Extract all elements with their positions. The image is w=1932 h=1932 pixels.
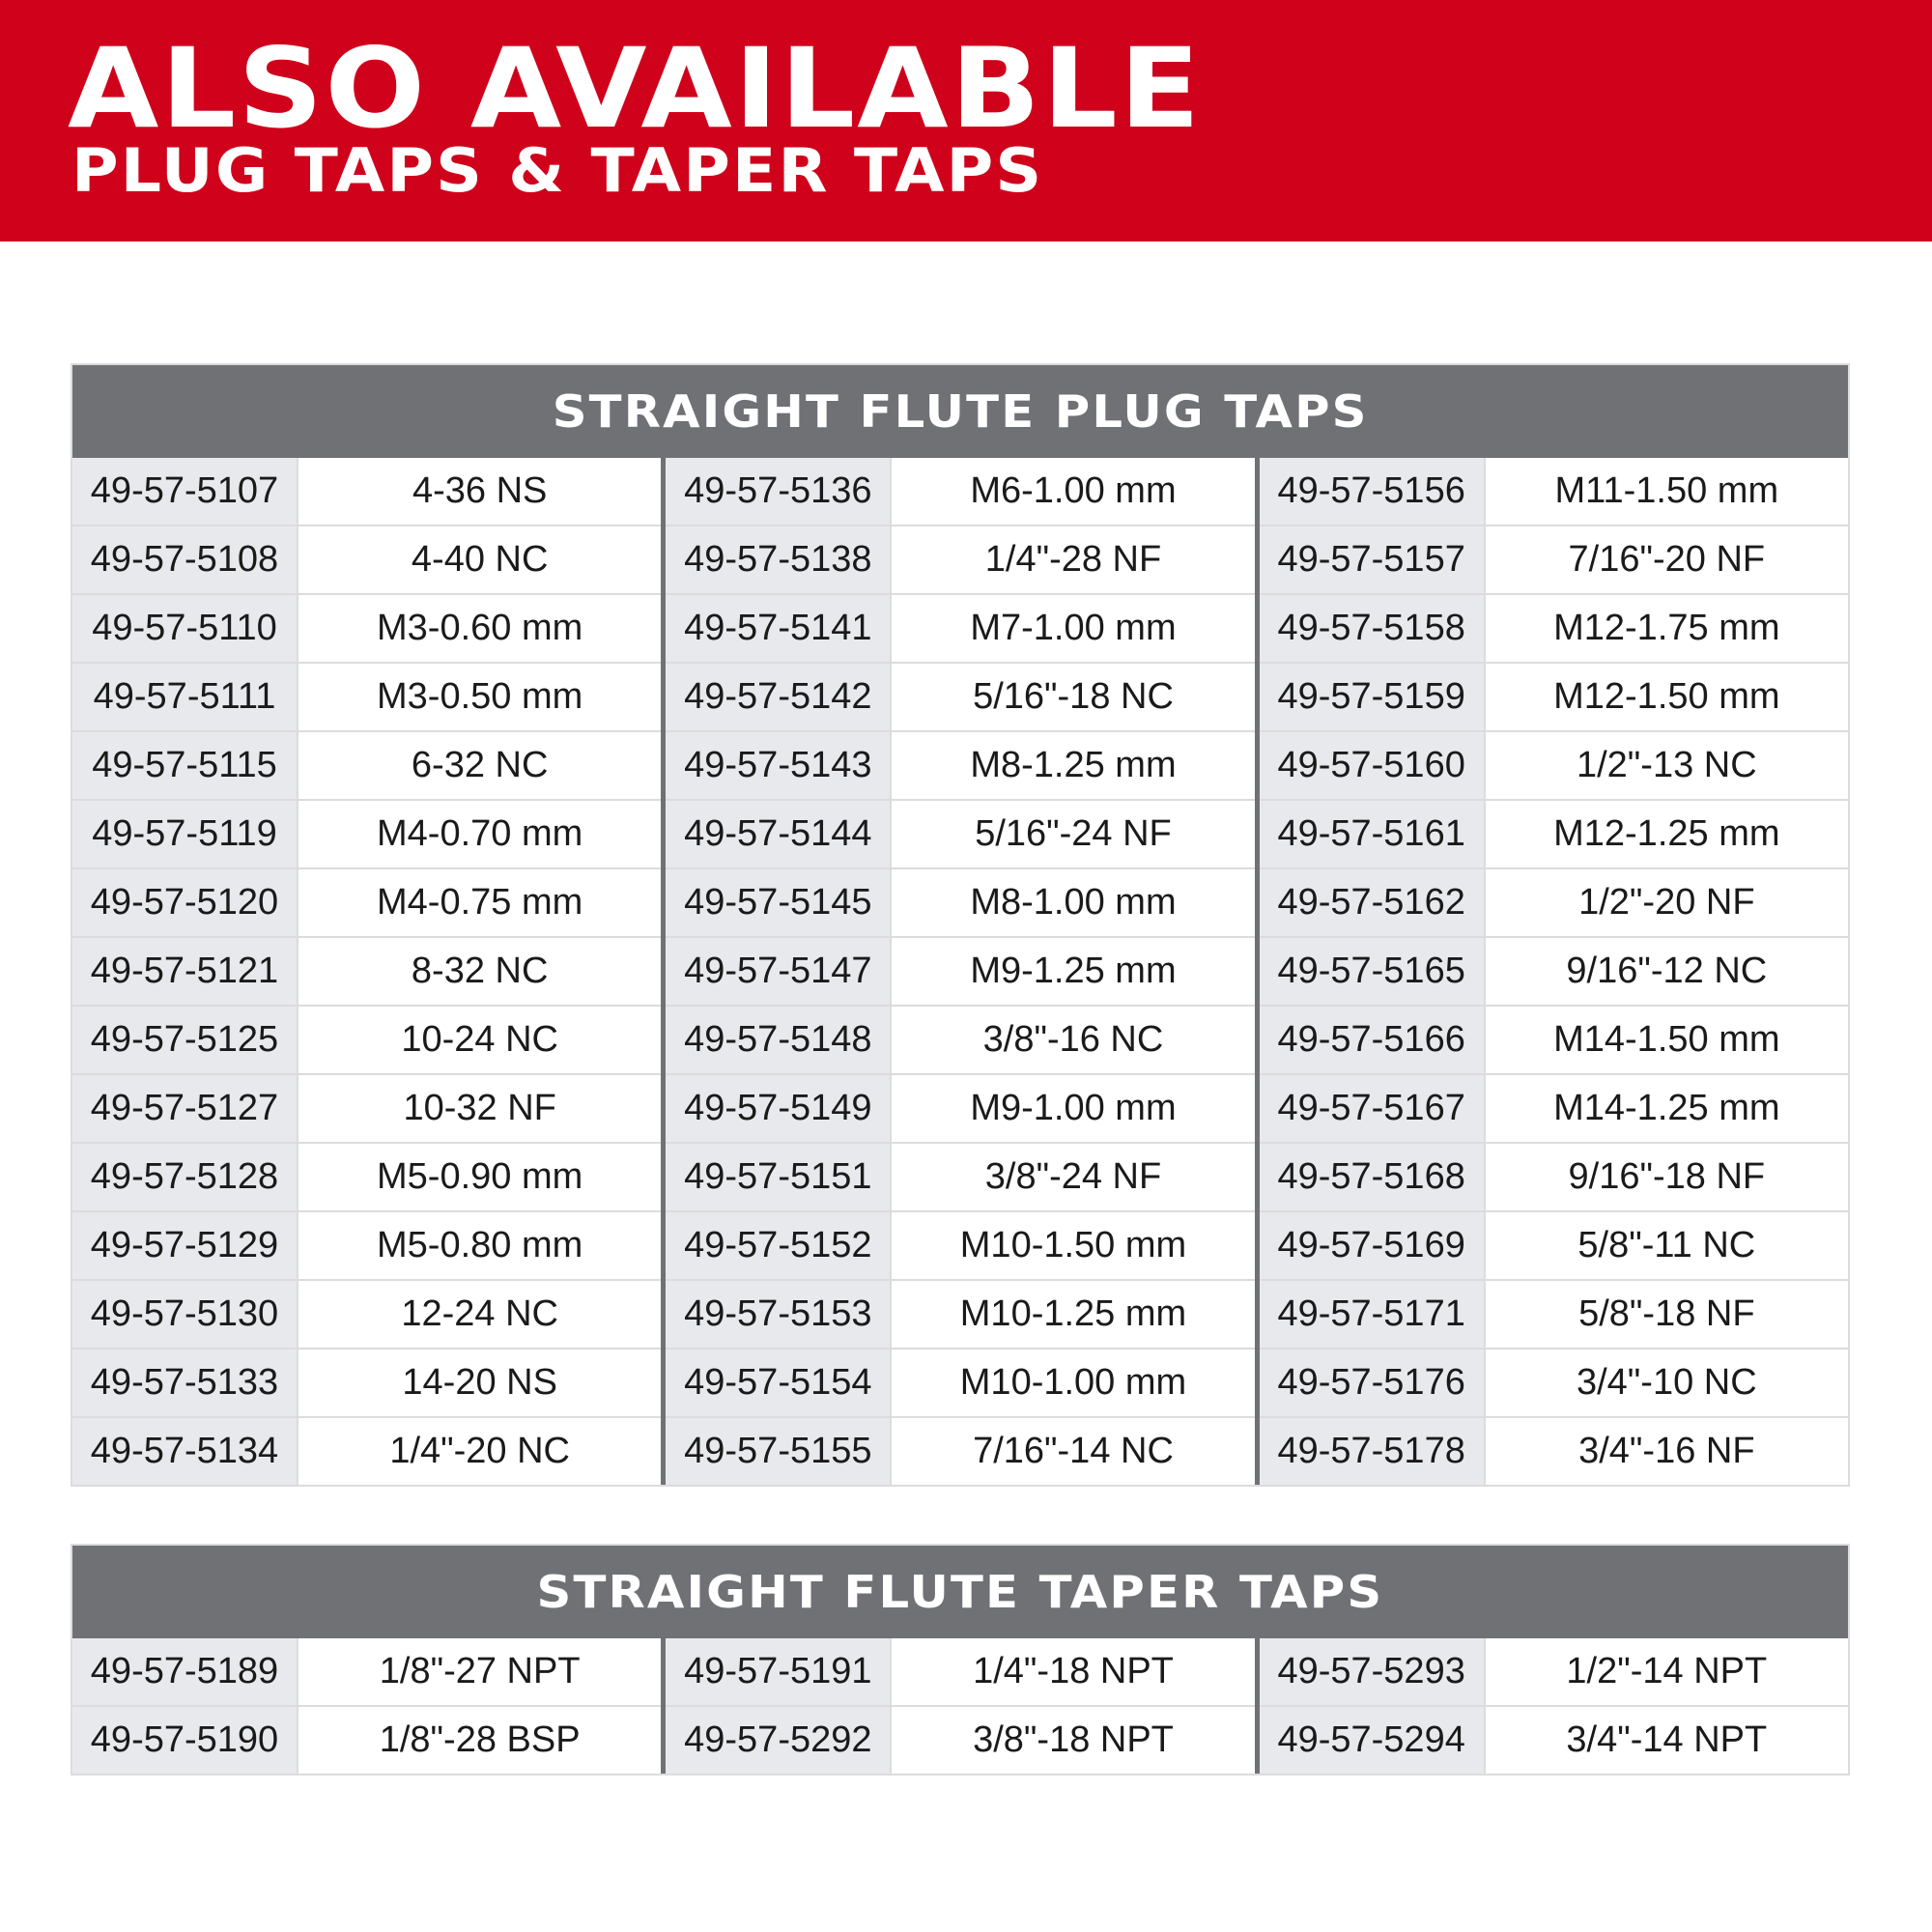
thread-size-cell: M14-1.25 mm — [1486, 1075, 1848, 1142]
table-row — [72, 525, 661, 593]
table-row — [1260, 1142, 1848, 1210]
thread-size-cell: M3-0.50 mm — [298, 664, 661, 730]
thread-size-cell: 5/8"-11 NC — [1486, 1212, 1848, 1279]
thread-size-cell: M12-1.75 mm — [1486, 595, 1848, 662]
thread-size-cell: M5-0.90 mm — [298, 1144, 661, 1210]
table-row — [72, 1210, 661, 1279]
part-number-cell: 49-57-5128 — [72, 1144, 298, 1210]
table-row — [72, 1142, 661, 1210]
table-row — [72, 936, 661, 1005]
part-number-cell: 49-57-5294 — [1260, 1707, 1486, 1774]
table-row — [72, 1073, 661, 1142]
table-row — [1260, 730, 1848, 799]
part-number-cell: 49-57-5108 — [72, 526, 298, 593]
part-number-cell: 49-57-5127 — [72, 1075, 298, 1142]
table-row — [1260, 1005, 1848, 1073]
part-number-cell: 49-57-5107 — [72, 458, 298, 525]
table-row — [666, 1705, 1254, 1774]
part-number-cell: 49-57-5151 — [666, 1144, 892, 1210]
table-row — [72, 593, 661, 662]
part-number-cell: 49-57-5158 — [1260, 595, 1486, 662]
thread-size-cell: 1/4"-18 NPT — [892, 1638, 1254, 1705]
thread-size-cell: M11-1.50 mm — [1486, 458, 1848, 525]
table-column — [661, 458, 1254, 1485]
table-row — [666, 1005, 1254, 1073]
part-number-cell: 49-57-5141 — [666, 595, 892, 662]
plug-taps-table — [71, 363, 1850, 1487]
thread-size-cell: 10-24 NC — [298, 1007, 661, 1073]
table-row — [72, 1279, 661, 1348]
table-row — [72, 799, 661, 867]
part-number-cell: 49-57-5111 — [72, 664, 298, 730]
part-number-cell: 49-57-5169 — [1260, 1212, 1486, 1279]
table-row — [72, 1348, 661, 1416]
part-number-cell: 49-57-5153 — [666, 1281, 892, 1348]
table-column — [72, 1638, 661, 1774]
table-row — [1260, 662, 1848, 730]
table-row — [666, 1142, 1254, 1210]
thread-size-cell: M10-1.25 mm — [892, 1281, 1254, 1348]
table-body — [72, 458, 1848, 1485]
thread-size-cell: 1/4"-20 NC — [298, 1418, 661, 1485]
thread-size-cell: 5/16"-18 NC — [892, 664, 1254, 730]
part-number-cell: 49-57-5162 — [1260, 869, 1486, 936]
table-row — [666, 1210, 1254, 1279]
table-title: STRAIGHT FLUTE PLUG TAPS — [552, 385, 1369, 438]
part-number-cell: 49-57-5166 — [1260, 1007, 1486, 1073]
part-number-cell: 49-57-5152 — [666, 1212, 892, 1279]
table-row — [1260, 799, 1848, 867]
part-number-cell: 49-57-5120 — [72, 869, 298, 936]
part-number-cell: 49-57-5142 — [666, 664, 892, 730]
thread-size-cell: M6-1.00 mm — [892, 458, 1254, 525]
thread-size-cell: M9-1.25 mm — [892, 938, 1254, 1005]
part-number-cell: 49-57-5190 — [72, 1707, 298, 1774]
table-body — [72, 1638, 1848, 1774]
table-row — [1260, 1279, 1848, 1348]
thread-size-cell: M4-0.70 mm — [298, 801, 661, 867]
part-number-cell: 49-57-5178 — [1260, 1418, 1486, 1485]
part-number-cell: 49-57-5144 — [666, 801, 892, 867]
table-row — [1260, 525, 1848, 593]
table-row — [72, 1005, 661, 1073]
part-number-cell: 49-57-5167 — [1260, 1075, 1486, 1142]
table-column — [1255, 458, 1848, 1485]
table-row — [1260, 1073, 1848, 1142]
table-row — [666, 1073, 1254, 1142]
part-number-cell: 49-57-5115 — [72, 732, 298, 799]
part-number-cell: 49-57-5165 — [1260, 938, 1486, 1005]
header-banner — [0, 0, 1932, 242]
table-row — [1260, 1348, 1848, 1416]
thread-size-cell: M8-1.00 mm — [892, 869, 1254, 936]
thread-size-cell: 4-36 NS — [298, 458, 661, 525]
part-number-cell: 49-57-5136 — [666, 458, 892, 525]
part-number-cell: 49-57-5176 — [1260, 1350, 1486, 1416]
table-row — [666, 525, 1254, 593]
thread-size-cell: M8-1.25 mm — [892, 732, 1254, 799]
table-row — [72, 662, 661, 730]
table-row — [1260, 458, 1848, 525]
part-number-cell: 49-57-5161 — [1260, 801, 1486, 867]
thread-size-cell: 1/2"-13 NC — [1486, 732, 1848, 799]
thread-size-cell: M9-1.00 mm — [892, 1075, 1254, 1142]
table-header — [72, 365, 1848, 458]
thread-size-cell: 5/16"-24 NF — [892, 801, 1254, 867]
part-number-cell: 49-57-5156 — [1260, 458, 1486, 525]
table-row — [1260, 1638, 1848, 1705]
thread-size-cell: 6-32 NC — [298, 732, 661, 799]
table-row — [666, 936, 1254, 1005]
part-number-cell: 49-57-5292 — [666, 1707, 892, 1774]
table-row — [1260, 1705, 1848, 1774]
thread-size-cell: 1/4"-28 NF — [892, 526, 1254, 593]
thread-size-cell: 1/8"-27 NPT — [298, 1638, 661, 1705]
thread-size-cell: 1/8"-28 BSP — [298, 1707, 661, 1774]
thread-size-cell: M3-0.60 mm — [298, 595, 661, 662]
thread-size-cell: M10-1.00 mm — [892, 1350, 1254, 1416]
thread-size-cell: 10-32 NF — [298, 1075, 661, 1142]
part-number-cell: 49-57-5157 — [1260, 526, 1486, 593]
thread-size-cell: 5/8"-18 NF — [1486, 1281, 1848, 1348]
table-row — [72, 867, 661, 936]
table-row — [1260, 1416, 1848, 1485]
part-number-cell: 49-57-5147 — [666, 938, 892, 1005]
table-row — [1260, 936, 1848, 1005]
part-number-cell: 49-57-5189 — [72, 1638, 298, 1705]
thread-size-cell: 12-24 NC — [298, 1281, 661, 1348]
thread-size-cell: 3/4"-14 NPT — [1486, 1707, 1848, 1774]
table-row — [72, 1638, 661, 1705]
part-number-cell: 49-57-5171 — [1260, 1281, 1486, 1348]
thread-size-cell: M12-1.50 mm — [1486, 664, 1848, 730]
thread-size-cell: 9/16"-12 NC — [1486, 938, 1848, 1005]
table-row — [666, 1638, 1254, 1705]
table-row — [72, 1416, 661, 1485]
part-number-cell: 49-57-5121 — [72, 938, 298, 1005]
part-number-cell: 49-57-5143 — [666, 732, 892, 799]
part-number-cell: 49-57-5129 — [72, 1212, 298, 1279]
part-number-cell: 49-57-5125 — [72, 1007, 298, 1073]
table-header — [72, 1546, 1848, 1638]
table-column — [661, 1638, 1254, 1774]
thread-size-cell: 3/4"-16 NF — [1486, 1418, 1848, 1485]
table-row — [1260, 593, 1848, 662]
part-number-cell: 49-57-5149 — [666, 1075, 892, 1142]
part-number-cell: 49-57-5168 — [1260, 1144, 1486, 1210]
thread-size-cell: 3/8"-16 NC — [892, 1007, 1254, 1073]
part-number-cell: 49-57-5159 — [1260, 664, 1486, 730]
part-number-cell: 49-57-5138 — [666, 526, 892, 593]
thread-size-cell: 3/8"-24 NF — [892, 1144, 1254, 1210]
table-row — [666, 799, 1254, 867]
thread-size-cell: M4-0.75 mm — [298, 869, 661, 936]
thread-size-cell: 7/16"-14 NC — [892, 1418, 1254, 1485]
part-number-cell: 49-57-5130 — [72, 1281, 298, 1348]
taper-taps-table — [71, 1544, 1850, 1776]
table-row — [666, 730, 1254, 799]
thread-size-cell: 1/2"-20 NF — [1486, 869, 1848, 936]
thread-size-cell: 1/2"-14 NPT — [1486, 1638, 1848, 1705]
part-number-cell: 49-57-5119 — [72, 801, 298, 867]
thread-size-cell: M5-0.80 mm — [298, 1212, 661, 1279]
part-number-cell: 49-57-5110 — [72, 595, 298, 662]
table-row — [1260, 1210, 1848, 1279]
banner-title: ALSO AVAILABLE — [68, 24, 1203, 153]
table-column — [72, 458, 661, 1485]
thread-size-cell: 4-40 NC — [298, 526, 661, 593]
part-number-cell: 49-57-5134 — [72, 1418, 298, 1485]
table-column — [1255, 1638, 1848, 1774]
table-row — [666, 662, 1254, 730]
part-number-cell: 49-57-5293 — [1260, 1638, 1486, 1705]
thread-size-cell: 14-20 NS — [298, 1350, 661, 1416]
part-number-cell: 49-57-5155 — [666, 1418, 892, 1485]
table-row — [1260, 867, 1848, 936]
thread-size-cell: M12-1.25 mm — [1486, 801, 1848, 867]
part-number-cell: 49-57-5133 — [72, 1350, 298, 1416]
banner-subtitle: PLUG TAPS & TAPER TAPS — [71, 135, 1044, 206]
thread-size-cell: 3/8"-18 NPT — [892, 1707, 1254, 1774]
part-number-cell: 49-57-5160 — [1260, 732, 1486, 799]
thread-size-cell: M14-1.50 mm — [1486, 1007, 1848, 1073]
table-row — [666, 1279, 1254, 1348]
table-row — [72, 458, 661, 525]
part-number-cell: 49-57-5148 — [666, 1007, 892, 1073]
thread-size-cell: 9/16"-18 NF — [1486, 1144, 1848, 1210]
table-row — [666, 593, 1254, 662]
part-number-cell: 49-57-5154 — [666, 1350, 892, 1416]
thread-size-cell: 3/4"-10 NC — [1486, 1350, 1848, 1416]
part-number-cell: 49-57-5191 — [666, 1638, 892, 1705]
thread-size-cell: 7/16"-20 NF — [1486, 526, 1848, 593]
table-row — [72, 1705, 661, 1774]
part-number-cell: 49-57-5145 — [666, 869, 892, 936]
table-row — [666, 867, 1254, 936]
table-row — [666, 1348, 1254, 1416]
table-row — [72, 730, 661, 799]
thread-size-cell: M7-1.00 mm — [892, 595, 1254, 662]
thread-size-cell: M10-1.50 mm — [892, 1212, 1254, 1279]
table-title: STRAIGHT FLUTE TAPER TAPS — [536, 1566, 1384, 1618]
thread-size-cell: 8-32 NC — [298, 938, 661, 1005]
table-row — [666, 458, 1254, 525]
table-row — [666, 1416, 1254, 1485]
